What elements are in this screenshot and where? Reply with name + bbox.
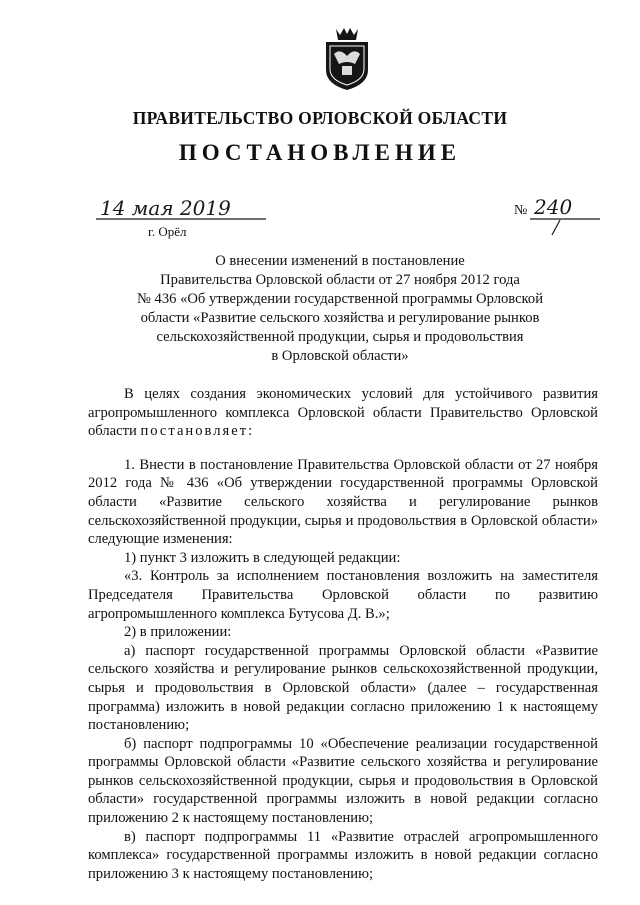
- coat-of-arms-icon: [322, 26, 372, 92]
- government-name: ПРАВИТЕЛЬСТВО ОРЛОВСКОЙ ОБЛАСТИ: [132, 108, 508, 128]
- document-body: [88, 385, 598, 883]
- number-underline: [530, 216, 602, 236]
- document-type: ПОСТАНОВЛЕНИЕ: [178, 140, 462, 165]
- paragraph-item-1: 1. Внести в постановление Правительства Орловской области от 27 ноября 2012 года № 436 «Об утверждении государственной программы Орловской области «Развитие сельского хозяйства и регулирование рынков сельскохозяйственной продукции, сырья и продовольствия в Орловской области» следующие изменения:: [88, 456, 598, 548]
- document-title: [80, 252, 600, 366]
- intro-paragraph: [88, 385, 598, 441]
- number-label: №: [514, 203, 528, 218]
- paragraph-subitem-v: в) паспорт подпрограммы 11 «Развитие отраслей агропромышленного комплекса» государственной программы изложить в новой редакции согласно приложению 3 к настоящему постановлению;: [88, 828, 598, 882]
- title-line: О внесении изменений в постановление: [215, 253, 465, 269]
- number-handwritten: 240: [534, 195, 573, 219]
- paragraph-subitem-b: б) паспорт подпрограммы 10 «Обеспечение реализации государственной программы Орловской области «Развитие сельского хозяйства и регулирование рынков сельскохозяйственной продукции, сырья и продовольствия в Орловской области» государственной программы изложить в новой редакции согласно приложению 2 к настоящему постановлению;: [88, 735, 598, 827]
- date-underline: [96, 216, 266, 222]
- paragraph-subitem-1: 1) пункт 3 изложить в следующей редакции:: [124, 549, 401, 566]
- city-label: г. Орёл: [148, 224, 187, 239]
- paragraph-subitem-a: а) паспорт государственной программы Орловской области «Развитие сельского хозяйства и регулирование рынков сельскохозяйственной продукции, сырья и продовольствия в Орловской области» (далее – государственная программа) изложить в новой редакции согласно приложению 1 к настоящему постановлению;: [88, 642, 598, 734]
- title-line: Правительства Орловской области от 27 ноября 2012 года: [160, 272, 520, 288]
- title-line: в Орловской области»: [271, 348, 409, 364]
- resolves-word: постановляет:: [140, 423, 255, 440]
- intro-text: В целях создания экономических условий для устойчивого развития агропромышленного комплекса Орловской области Правительство Орловской области: [88, 386, 598, 440]
- paragraph-quote-3: «3. Контроль за исполнением постановления возложить на заместителя Председателя Правительства Орловской области по развитию агропромышленного комплекса Бутусова Д. В.»;: [88, 568, 598, 622]
- title-line: № 436 «Об утверждении государственной программы Орловской: [136, 291, 544, 307]
- paragraph-subitem-2: 2) в приложении:: [124, 624, 232, 641]
- title-line: области «Развитие сельского хозяйства и регулирование рынков: [140, 310, 540, 326]
- title-line: сельскохозяйственной продукции, сырья и продовольствия: [156, 329, 524, 345]
- date-handwritten: 14 мая 2019: [100, 196, 231, 220]
